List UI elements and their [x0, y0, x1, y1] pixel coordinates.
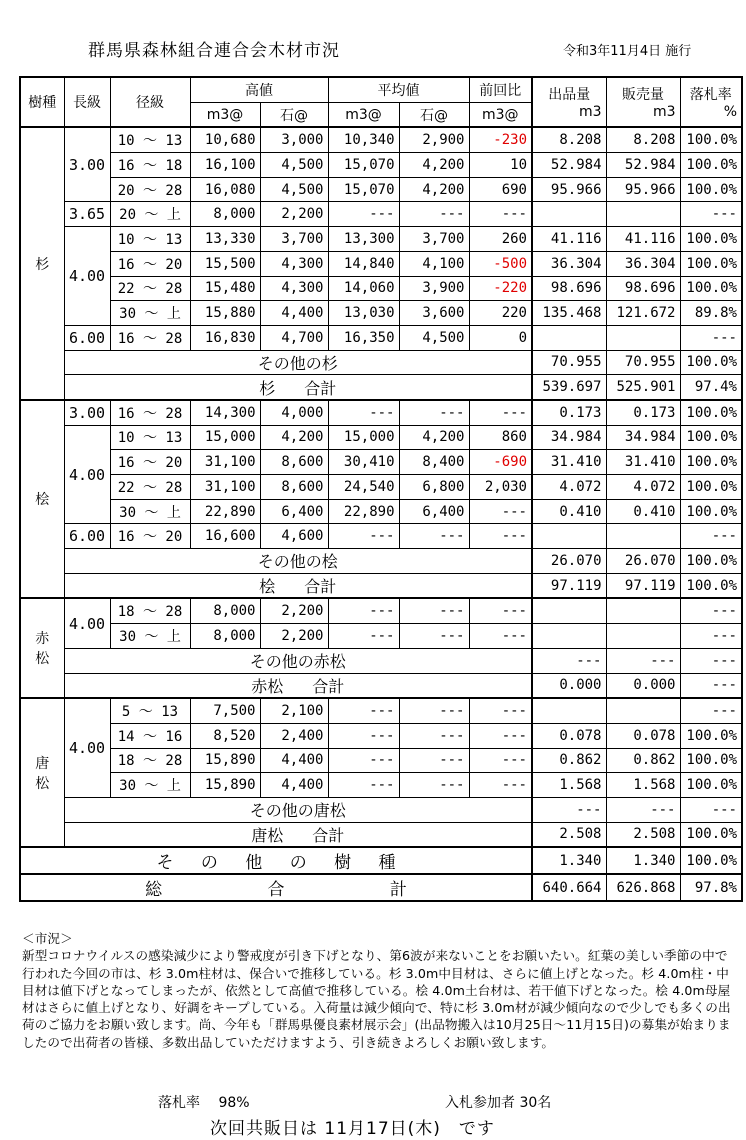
total-label: 赤松 合計 — [64, 673, 532, 698]
header-species: 樹種 — [20, 77, 64, 127]
grand-total-label: 総 合 計 — [20, 874, 532, 901]
shipped-cell: 98.696 — [532, 276, 606, 301]
rate-cell: --- — [680, 797, 742, 822]
header-unit-m3: m3@ — [190, 102, 260, 127]
length-cell: 4.00 — [64, 425, 110, 524]
header-high: 高値 — [190, 77, 328, 102]
prev-diff-cell: 0 — [469, 325, 532, 350]
species-akamatsu: 赤 松 — [20, 598, 64, 698]
diameter-cell: 30 ～ 上 — [110, 499, 190, 524]
rate-cell: 100.0% — [680, 425, 742, 450]
rate-cell: 100.0% — [680, 773, 742, 798]
header-prev: 前回比 — [469, 77, 532, 102]
prev-diff-cell: --- — [469, 202, 532, 227]
shipped-cell: 8.208 — [532, 127, 606, 152]
table-row — [20, 325, 742, 350]
table-row — [20, 499, 742, 524]
avg-m3-cell: --- — [328, 773, 399, 798]
rate-cell: 100.0% — [680, 400, 742, 425]
high-m3-cell: 8,000 — [190, 624, 260, 649]
sold-cell: 0.862 — [606, 748, 680, 773]
avg-m3-cell: 24,540 — [328, 475, 399, 500]
table-row — [20, 127, 742, 152]
avg-m3-cell: 15,070 — [328, 153, 399, 178]
table-row — [20, 748, 742, 773]
shipped-cell: 0.173 — [532, 400, 606, 425]
species-karamatsu: 唐 松 — [20, 698, 64, 847]
prev-diff-cell: --- — [469, 748, 532, 773]
sold-cell: 0.173 — [606, 400, 680, 425]
table-row — [20, 400, 742, 425]
high-koku-cell: 4,300 — [260, 251, 328, 276]
total-row — [20, 375, 742, 400]
avg-m3-cell: --- — [328, 748, 399, 773]
next-sale-date: 次回共販日は 11月17日(木) です — [210, 1119, 495, 1139]
avg-koku-cell: --- — [399, 698, 469, 723]
diameter-cell: 20 ～ 上 — [110, 202, 190, 227]
length-cell: 3.00 — [64, 127, 110, 202]
avg-m3-cell: 14,060 — [328, 276, 399, 301]
length-cell: 3.00 — [64, 400, 110, 425]
diameter-cell: 18 ～ 28 — [110, 748, 190, 773]
sold-cell: 121.672 — [606, 301, 680, 326]
rate-cell: 100.0% — [680, 475, 742, 500]
shipped-cell: 539.697 — [532, 375, 606, 400]
other-species-label: そ の 他 の 樹 種 — [20, 847, 532, 874]
avg-koku-cell: 6,400 — [399, 499, 469, 524]
high-m3-cell: 16,100 — [190, 153, 260, 178]
sold-cell: 626.868 — [606, 874, 680, 901]
shipped-cell — [532, 524, 606, 549]
avg-m3-cell: --- — [328, 624, 399, 649]
total-row — [20, 573, 742, 598]
avg-koku-cell: --- — [399, 773, 469, 798]
shipped-cell: 52.984 — [532, 153, 606, 178]
high-m3-cell: 31,100 — [190, 475, 260, 500]
high-m3-cell: 15,480 — [190, 276, 260, 301]
sold-cell: 0.410 — [606, 499, 680, 524]
shipped-cell: 0.410 — [532, 499, 606, 524]
species-sugi: 杉 — [20, 127, 64, 400]
rate-cell: 100.0% — [680, 276, 742, 301]
diameter-cell: 30 ～ 上 — [110, 773, 190, 798]
rate-cell: 100.0% — [680, 748, 742, 773]
shipped-cell: 34.984 — [532, 425, 606, 450]
table-row — [20, 723, 742, 748]
high-koku-cell: 2,400 — [260, 723, 328, 748]
prev-diff-cell: 690 — [469, 177, 532, 202]
other-row — [20, 350, 742, 375]
sold-cell: 97.119 — [606, 573, 680, 598]
high-koku-cell: 4,600 — [260, 524, 328, 549]
total-row — [20, 673, 742, 698]
avg-koku-cell: 2,900 — [399, 127, 469, 152]
diameter-cell: 16 ～ 28 — [110, 400, 190, 425]
high-m3-cell: 31,100 — [190, 450, 260, 475]
sold-cell: 31.410 — [606, 450, 680, 475]
shipped-cell: 4.072 — [532, 475, 606, 500]
rate-cell: 97.4% — [680, 375, 742, 400]
header-unit-m3: m3@ — [469, 102, 532, 127]
other-label: その他の唐松 — [64, 797, 532, 822]
market-date: 令和3年11月4日 施行 — [563, 44, 692, 59]
market-heading: ＜市況＞ — [22, 931, 73, 946]
shipped-cell: --- — [532, 797, 606, 822]
prev-diff-cell: --- — [469, 624, 532, 649]
sold-cell: 525.901 — [606, 375, 680, 400]
avg-koku-cell: 4,200 — [399, 425, 469, 450]
other-row — [20, 648, 742, 673]
avg-koku-cell: --- — [399, 598, 469, 623]
table-row — [20, 624, 742, 649]
rate-cell: --- — [680, 524, 742, 549]
prev-diff-cell: -230 — [469, 127, 532, 152]
high-m3-cell: 15,890 — [190, 748, 260, 773]
diameter-cell: 14 ～ 16 — [110, 723, 190, 748]
avg-m3-cell: --- — [328, 524, 399, 549]
shipped-cell: 2.508 — [532, 822, 606, 847]
participants: 入札参加者 30名 — [445, 1095, 552, 1111]
prev-diff-cell: --- — [469, 698, 532, 723]
shipped-cell: 26.070 — [532, 549, 606, 574]
sold-cell: --- — [606, 797, 680, 822]
rate-cell: --- — [680, 624, 742, 649]
header-sold: 販売量 m3 — [606, 77, 680, 127]
diameter-cell: 10 ～ 13 — [110, 425, 190, 450]
table-row — [20, 450, 742, 475]
header-average: 平均値 — [328, 77, 469, 102]
high-koku-cell: 6,400 — [260, 499, 328, 524]
other-row — [20, 797, 742, 822]
length-cell: 4.00 — [64, 227, 110, 326]
total-row — [20, 822, 742, 847]
header-shipped: 出品量 m3 — [532, 77, 606, 127]
high-m3-cell: 16,600 — [190, 524, 260, 549]
high-m3-cell: 13,330 — [190, 227, 260, 252]
sold-cell: 1.340 — [606, 847, 680, 874]
prev-diff-cell: --- — [469, 400, 532, 425]
sold-cell: 0.078 — [606, 723, 680, 748]
prev-diff-cell: --- — [469, 723, 532, 748]
table-row — [20, 301, 742, 326]
sold-cell — [606, 524, 680, 549]
rate-cell: --- — [680, 648, 742, 673]
table-row — [20, 475, 742, 500]
diameter-cell: 20 ～ 28 — [110, 177, 190, 202]
shipped-cell: --- — [532, 648, 606, 673]
prev-diff-cell: --- — [469, 773, 532, 798]
table-row — [20, 698, 742, 723]
high-m3-cell: 16,080 — [190, 177, 260, 202]
shipped-cell: 31.410 — [532, 450, 606, 475]
high-koku-cell: 8,600 — [260, 475, 328, 500]
table-row — [20, 251, 742, 276]
other-label: その他の杉 — [64, 350, 532, 375]
shipped-cell: 1.568 — [532, 773, 606, 798]
high-koku-cell: 4,700 — [260, 325, 328, 350]
rate-cell: 100.0% — [680, 549, 742, 574]
length-cell: 3.65 — [64, 202, 110, 227]
market-report — [22, 930, 732, 1051]
avg-m3-cell: 15,070 — [328, 177, 399, 202]
high-koku-cell: 2,200 — [260, 202, 328, 227]
sold-cell: 95.966 — [606, 177, 680, 202]
length-cell: 4.00 — [64, 598, 110, 648]
other-label: その他の赤松 — [64, 648, 532, 673]
table-row — [20, 177, 742, 202]
overall-rate: 落札率 98% — [158, 1095, 250, 1111]
prev-diff-cell: --- — [469, 598, 532, 623]
shipped-cell: 0.862 — [532, 748, 606, 773]
shipped-cell: 36.304 — [532, 251, 606, 276]
diameter-cell: 16 ～ 28 — [110, 325, 190, 350]
avg-koku-cell: --- — [399, 524, 469, 549]
length-cell: 6.00 — [64, 524, 110, 549]
diameter-cell: 16 ～ 18 — [110, 153, 190, 178]
table-row — [20, 227, 742, 252]
avg-m3-cell: 13,300 — [328, 227, 399, 252]
prev-diff-cell: -690 — [469, 450, 532, 475]
table-row — [20, 773, 742, 798]
rate-cell: --- — [680, 698, 742, 723]
avg-m3-cell: 16,350 — [328, 325, 399, 350]
shipped-cell — [532, 202, 606, 227]
avg-koku-cell: 6,800 — [399, 475, 469, 500]
rate-cell: 100.0% — [680, 153, 742, 178]
species-hinoki: 桧 — [20, 400, 64, 599]
diameter-cell: 18 ～ 28 — [110, 598, 190, 623]
high-m3-cell: 8,000 — [190, 202, 260, 227]
sold-cell: 41.116 — [606, 227, 680, 252]
sold-cell: 8.208 — [606, 127, 680, 152]
shipped-cell: 97.119 — [532, 573, 606, 598]
diameter-cell: 30 ～ 上 — [110, 624, 190, 649]
high-m3-cell: 22,890 — [190, 499, 260, 524]
high-m3-cell: 15,890 — [190, 773, 260, 798]
diameter-cell: 16 ～ 20 — [110, 251, 190, 276]
high-koku-cell: 2,100 — [260, 698, 328, 723]
table-row — [20, 524, 742, 549]
high-koku-cell: 2,200 — [260, 598, 328, 623]
prev-diff-cell: -500 — [469, 251, 532, 276]
avg-m3-cell: --- — [328, 723, 399, 748]
header-unit-koku: 石@ — [260, 102, 328, 127]
high-m3-cell: 8,520 — [190, 723, 260, 748]
shipped-cell — [532, 624, 606, 649]
avg-m3-cell: 30,410 — [328, 450, 399, 475]
diameter-cell: 5 ～ 13 — [110, 698, 190, 723]
rate-cell: 97.8% — [680, 874, 742, 901]
high-koku-cell: 4,400 — [260, 748, 328, 773]
high-m3-cell: 14,300 — [190, 400, 260, 425]
high-m3-cell: 10,680 — [190, 127, 260, 152]
avg-koku-cell: --- — [399, 624, 469, 649]
sold-cell — [606, 202, 680, 227]
high-koku-cell: 4,000 — [260, 400, 328, 425]
high-m3-cell: 15,000 — [190, 425, 260, 450]
market-body: 新型コロナウイルスの感染減少により警戒度が引き下げとなり、第6波が来ないことをお願いたい。紅葉の美しい季節の中で行われた今回の市は、杉 3.0m柱材は、保合いで推移している。杉 3.0m中目材は、さらに値上げとなった。杉 4.0m柱・中目材は値下げとなってしまったが、依然として高値で推移している。桧 4.0m土台材は、若干値下げとなった。桧 4.0m母屋材はさらに値上げとなり、好調をキープしている。入荷量は減少傾向で、特に杉 3.0m材が減少傾向なので少しでも多くの出荷のご協力をお願い致します。尚、今年も「群馬県優良素材展示会」(出品物搬入は10月25日～11月15日)の募集が始まりましたので出荷者の皆様、多数出品していただけますよう、引き続きよろしくお願い致します。 — [22, 948, 731, 1050]
avg-koku-cell: 3,600 — [399, 301, 469, 326]
rate-cell: 100.0% — [680, 847, 742, 874]
high-koku-cell: 3,700 — [260, 227, 328, 252]
other-species-row — [20, 847, 742, 874]
total-label: 杉 合計 — [64, 375, 532, 400]
rate-cell: --- — [680, 202, 742, 227]
header-length: 長級 — [64, 77, 110, 127]
prev-diff-cell: -220 — [469, 276, 532, 301]
prev-diff-cell: 220 — [469, 301, 532, 326]
sold-cell: 70.955 — [606, 350, 680, 375]
sold-cell: 1.568 — [606, 773, 680, 798]
avg-koku-cell: --- — [399, 748, 469, 773]
rate-cell: 100.0% — [680, 450, 742, 475]
grand-total-row — [20, 874, 742, 901]
high-koku-cell: 4,200 — [260, 425, 328, 450]
avg-koku-cell: 4,500 — [399, 325, 469, 350]
high-koku-cell: 4,400 — [260, 301, 328, 326]
shipped-cell: 95.966 — [532, 177, 606, 202]
avg-m3-cell: 22,890 — [328, 499, 399, 524]
avg-koku-cell: --- — [399, 400, 469, 425]
diameter-cell: 22 ～ 28 — [110, 276, 190, 301]
shipped-cell — [532, 698, 606, 723]
high-koku-cell: 4,300 — [260, 276, 328, 301]
header-diameter: 径級 — [110, 77, 190, 127]
rate-cell: 100.0% — [680, 573, 742, 598]
avg-m3-cell: 10,340 — [328, 127, 399, 152]
sold-cell: 26.070 — [606, 549, 680, 574]
sold-cell: 0.000 — [606, 673, 680, 698]
high-koku-cell: 3,000 — [260, 127, 328, 152]
header-unit-m3: m3@ — [328, 102, 399, 127]
table-row — [20, 425, 742, 450]
prev-diff-cell: 2,030 — [469, 475, 532, 500]
prev-diff-cell: --- — [469, 524, 532, 549]
total-label: 桧 合計 — [64, 573, 532, 598]
table-row — [20, 276, 742, 301]
high-koku-cell: 4,500 — [260, 177, 328, 202]
sold-cell: 98.696 — [606, 276, 680, 301]
avg-koku-cell: 4,200 — [399, 177, 469, 202]
shipped-cell — [532, 598, 606, 623]
sold-cell — [606, 698, 680, 723]
prev-diff-cell: 860 — [469, 425, 532, 450]
avg-koku-cell: --- — [399, 723, 469, 748]
prev-diff-cell: 10 — [469, 153, 532, 178]
table-row — [20, 598, 742, 623]
rate-cell: 100.0% — [680, 723, 742, 748]
other-label: その他の桧 — [64, 549, 532, 574]
header-rate: 落札率 % — [680, 77, 742, 127]
avg-m3-cell: 15,000 — [328, 425, 399, 450]
avg-m3-cell: --- — [328, 400, 399, 425]
sold-cell — [606, 325, 680, 350]
diameter-cell: 16 ～ 20 — [110, 524, 190, 549]
avg-koku-cell: 8,400 — [399, 450, 469, 475]
avg-m3-cell: 14,840 — [328, 251, 399, 276]
header-unit-koku: 石@ — [399, 102, 469, 127]
sold-cell: 36.304 — [606, 251, 680, 276]
high-koku-cell: 8,600 — [260, 450, 328, 475]
diameter-cell: 10 ～ 13 — [110, 127, 190, 152]
shipped-cell: 0.078 — [532, 723, 606, 748]
high-m3-cell: 15,500 — [190, 251, 260, 276]
avg-koku-cell: 4,100 — [399, 251, 469, 276]
table-row — [20, 202, 742, 227]
rate-cell: 100.0% — [680, 499, 742, 524]
rate-cell: 100.0% — [680, 251, 742, 276]
sold-cell: 2.508 — [606, 822, 680, 847]
rate-cell: 100.0% — [680, 227, 742, 252]
high-koku-cell: 4,400 — [260, 773, 328, 798]
diameter-cell: 10 ～ 13 — [110, 227, 190, 252]
high-koku-cell: 2,200 — [260, 624, 328, 649]
sold-cell: 52.984 — [606, 153, 680, 178]
rate-cell: 100.0% — [680, 822, 742, 847]
shipped-cell: 640.664 — [532, 874, 606, 901]
sold-cell — [606, 624, 680, 649]
shipped-cell — [532, 325, 606, 350]
page-title: 群馬県森林組合連合会木材市況 — [88, 41, 340, 61]
rate-cell: 100.0% — [680, 177, 742, 202]
avg-m3-cell: --- — [328, 598, 399, 623]
shipped-cell: 0.000 — [532, 673, 606, 698]
diameter-cell: 30 ～ 上 — [110, 301, 190, 326]
rate-cell: 100.0% — [680, 350, 742, 375]
rate-cell: --- — [680, 673, 742, 698]
other-row — [20, 549, 742, 574]
high-m3-cell: 7,500 — [190, 698, 260, 723]
table-row — [20, 153, 742, 178]
total-label: 唐松 合計 — [64, 822, 532, 847]
shipped-cell: 1.340 — [532, 847, 606, 874]
shipped-cell: 70.955 — [532, 350, 606, 375]
rate-cell: --- — [680, 598, 742, 623]
high-m3-cell: 16,830 — [190, 325, 260, 350]
sold-cell — [606, 598, 680, 623]
shipped-cell: 41.116 — [532, 227, 606, 252]
high-koku-cell: 4,500 — [260, 153, 328, 178]
sold-cell: 4.072 — [606, 475, 680, 500]
prev-diff-cell: --- — [469, 499, 532, 524]
avg-koku-cell: --- — [399, 202, 469, 227]
price-table — [19, 76, 743, 902]
rate-cell: 100.0% — [680, 127, 742, 152]
high-m3-cell: 15,880 — [190, 301, 260, 326]
avg-m3-cell: 13,030 — [328, 301, 399, 326]
rate-cell: --- — [680, 325, 742, 350]
prev-diff-cell: 260 — [469, 227, 532, 252]
avg-m3-cell: --- — [328, 202, 399, 227]
diameter-cell: 16 ～ 20 — [110, 450, 190, 475]
avg-koku-cell: 4,200 — [399, 153, 469, 178]
avg-koku-cell: 3,700 — [399, 227, 469, 252]
avg-m3-cell: --- — [328, 698, 399, 723]
shipped-cell: 135.468 — [532, 301, 606, 326]
length-cell: 6.00 — [64, 325, 110, 350]
rate-cell: 89.8% — [680, 301, 742, 326]
sold-cell: 34.984 — [606, 425, 680, 450]
avg-koku-cell: 3,900 — [399, 276, 469, 301]
length-cell: 4.00 — [64, 698, 110, 797]
sold-cell: --- — [606, 648, 680, 673]
high-m3-cell: 8,000 — [190, 598, 260, 623]
diameter-cell: 22 ～ 28 — [110, 475, 190, 500]
